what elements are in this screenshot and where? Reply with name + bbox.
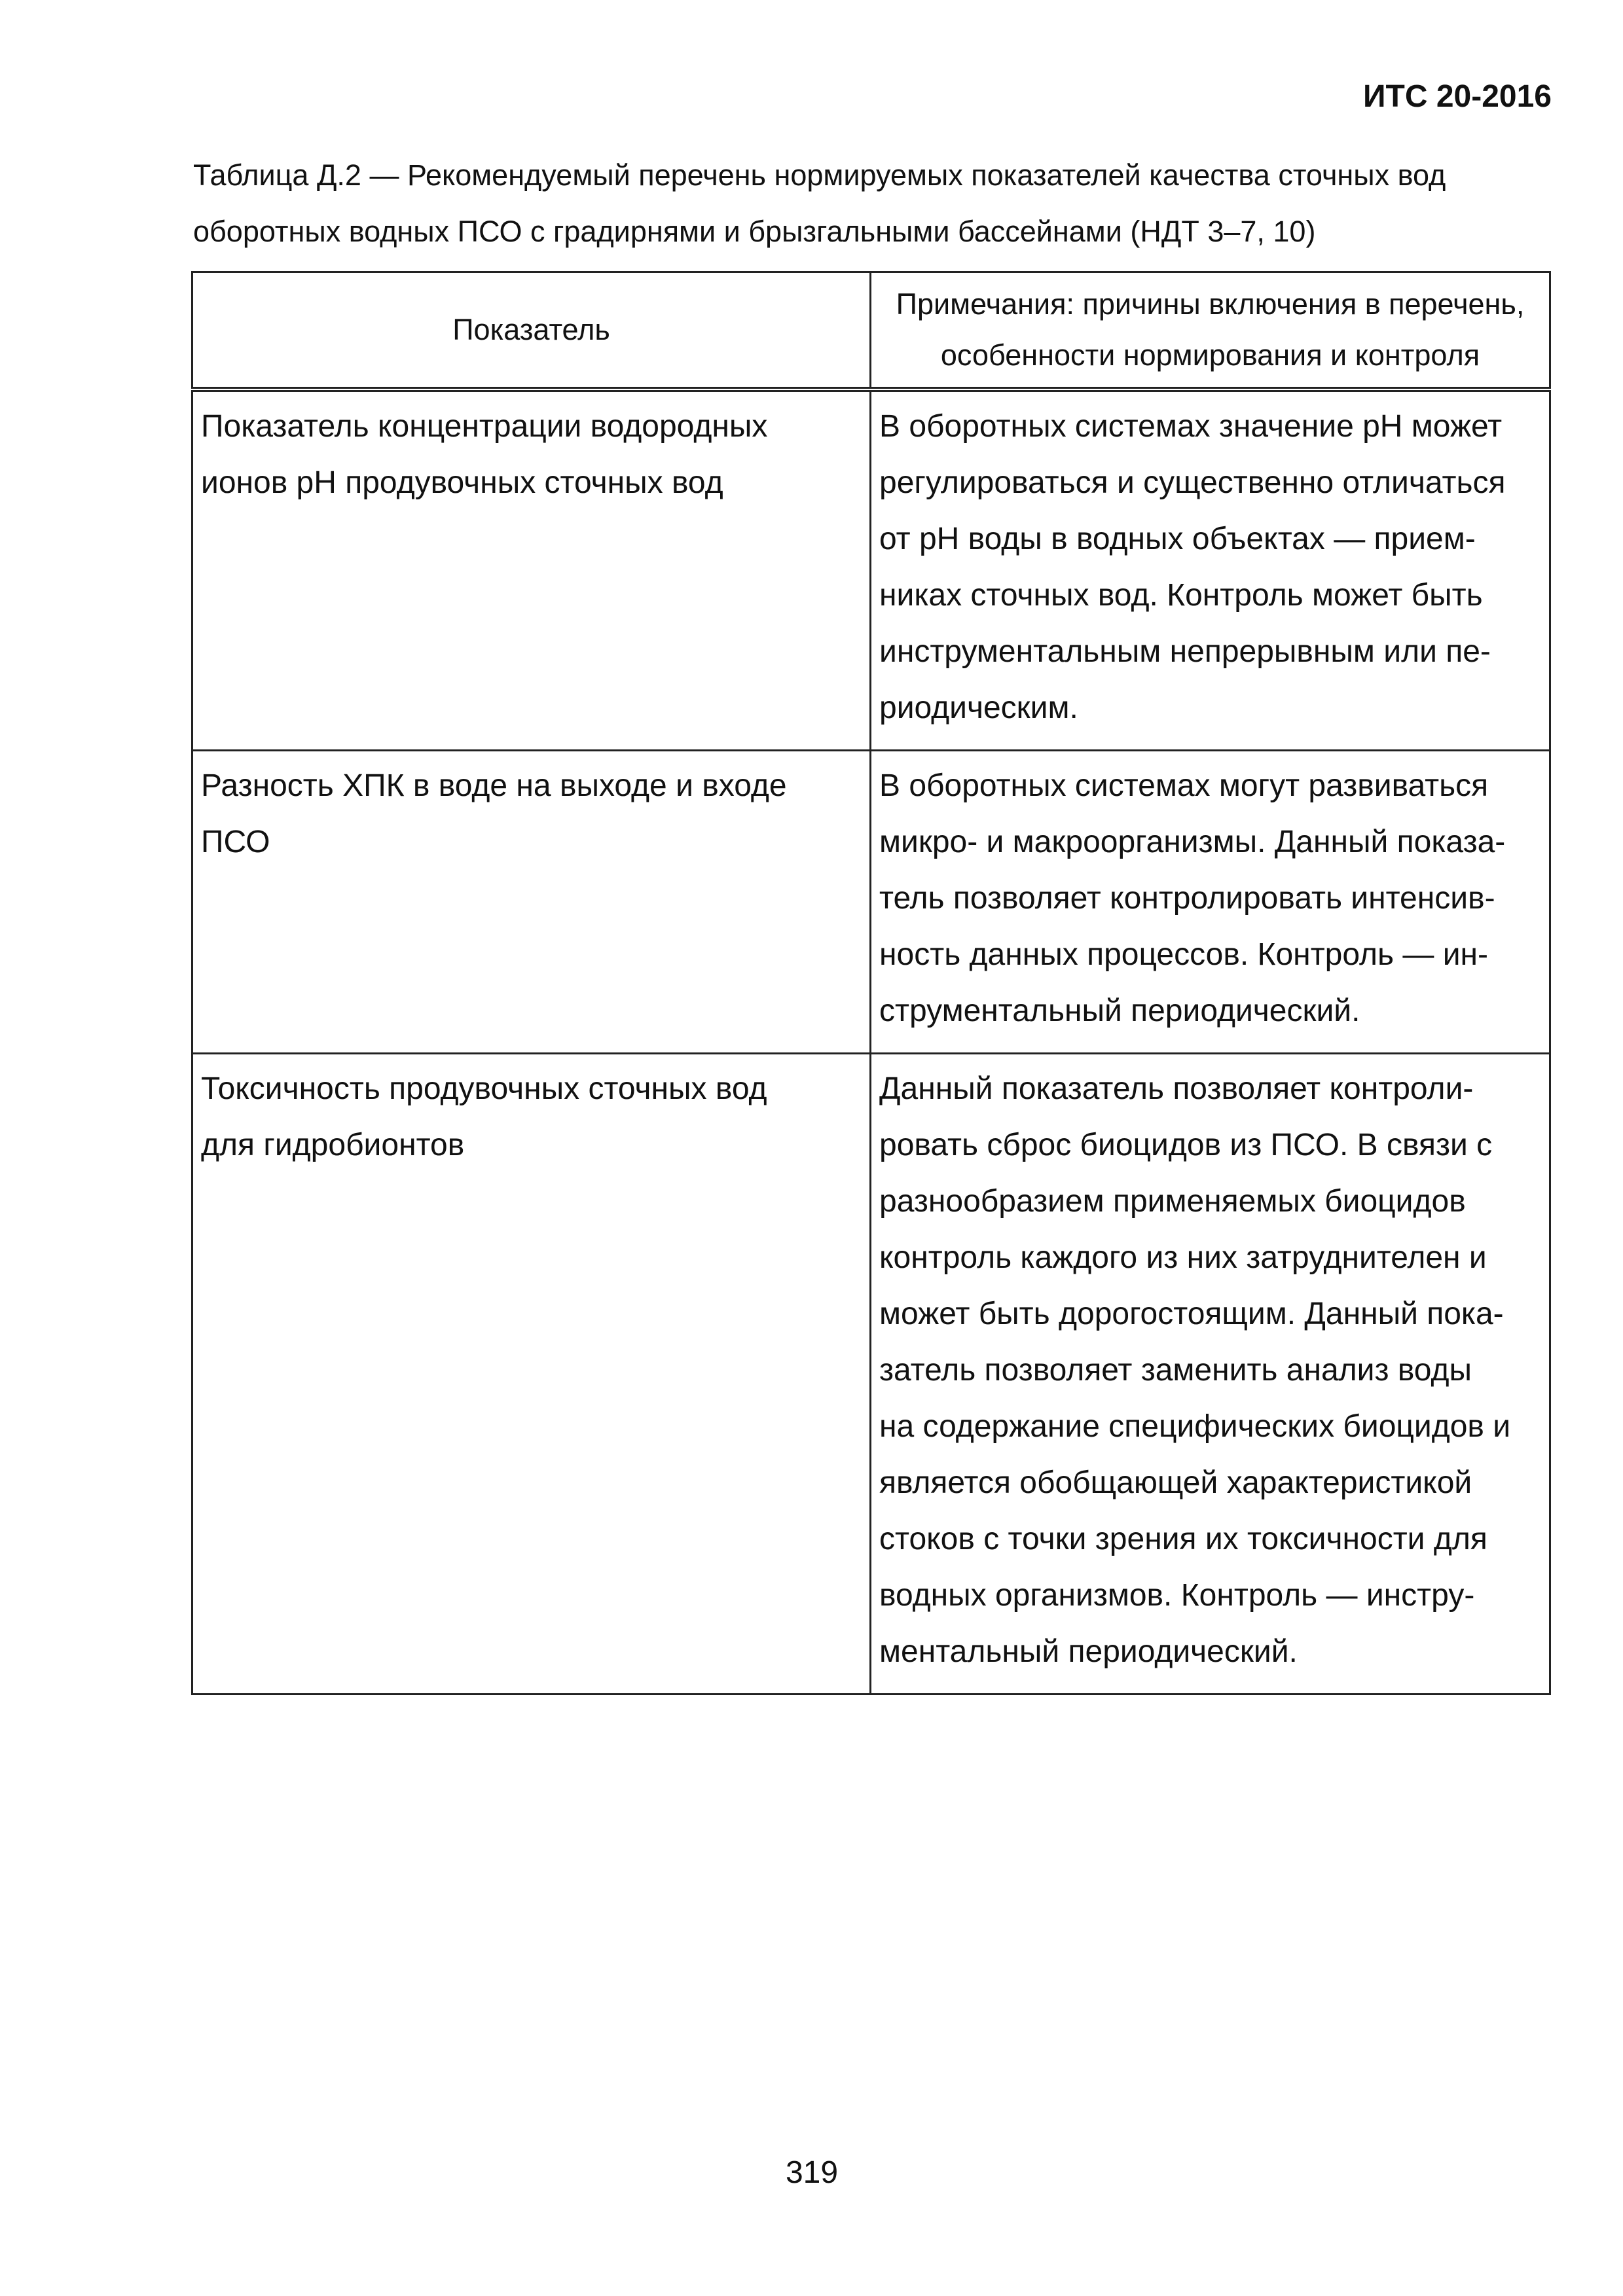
notes-text: риодическим. <box>879 691 1078 725</box>
indicator-text: Показатель концентрации водородных <box>201 409 768 444</box>
notes-text: микро- и макроорганизмы. Данный показа- <box>879 825 1506 859</box>
notes-cell <box>871 751 1550 1054</box>
header-notes-text: Примечания: причины включения в перечень, <box>896 287 1525 321</box>
notes-text: является обобщающей характеристикой <box>879 1465 1472 1500</box>
indicators-table <box>191 271 1551 1695</box>
notes-text: струментальный периодический. <box>879 994 1360 1028</box>
indicator-text: Разность ХПК в воде на выходе и входе <box>201 768 787 803</box>
page-number: 319 <box>785 2155 839 2190</box>
notes-text: разнообразием применяемых биоцидов <box>879 1184 1466 1219</box>
notes-text: регулироваться и существенно отличаться <box>879 465 1506 500</box>
table-header-row <box>192 272 1550 390</box>
header-indicator-text: Показатель <box>452 313 610 346</box>
notes-cell <box>871 389 1550 751</box>
notes-text: водных организмов. Контроль — инстру- <box>879 1578 1475 1613</box>
notes-text: на содержание специфических биоцидов и <box>879 1409 1511 1444</box>
indicator-text: для гидробионтов <box>201 1128 465 1162</box>
notes-text: В оборотных системах значение pH может <box>879 409 1503 444</box>
notes-text: В оборотных системах могут развиваться <box>879 768 1489 803</box>
indicator-cell <box>192 751 871 1054</box>
notes-text: ность данных процессов. Контроль — ин- <box>879 937 1488 972</box>
notes-text: инструментальным непрерывным или пе- <box>879 634 1491 669</box>
caption-line: Таблица Д.2 — Рекомендуемый перечень нормируемых показателей качества сточных вод <box>193 158 1446 192</box>
notes-text: ровать сброс биоцидов из ПСО. В связи с <box>879 1128 1493 1162</box>
notes-text: затель позволяет заменить анализ воды <box>879 1353 1472 1388</box>
notes-text: тель позволяет контролировать интенсив- <box>879 881 1495 916</box>
notes-text: от pH воды в водных объектах — прием- <box>879 522 1476 556</box>
header-notes-text: особенности нормирования и контроля <box>940 338 1480 372</box>
table-row <box>192 751 1550 1054</box>
indicator-cell <box>192 1054 871 1695</box>
notes-text: контроль каждого из них затруднителен и <box>879 1240 1487 1275</box>
notes-text: может быть дорогостоящим. Данный пока- <box>879 1297 1504 1331</box>
document-code: ИТС 20-2016 <box>1363 79 1552 114</box>
indicator-text: ПСО <box>201 825 270 859</box>
header-notes <box>871 272 1550 390</box>
table-row <box>192 1054 1550 1695</box>
table-row <box>192 389 1550 751</box>
indicator-cell <box>192 389 871 751</box>
indicator-text: Токсичность продувочных сточных вод <box>201 1071 767 1106</box>
indicator-text: ионов pH продувочных сточных вод <box>201 465 723 500</box>
notes-text: стоков с точки зрения их токсичности для <box>879 1522 1487 1556</box>
notes-cell <box>871 1054 1550 1695</box>
header-indicator <box>192 272 871 390</box>
notes-text: Данный показатель позволяет контроли- <box>879 1071 1474 1106</box>
caption-line: оборотных водных ПСО с градирнями и брызгальными бассейнами (НДТ 3–7, 10) <box>193 215 1316 248</box>
table-caption <box>193 147 1555 260</box>
notes-text: ментальный периодический. <box>879 1634 1298 1669</box>
notes-text: никах сточных вод. Контроль может быть <box>879 578 1483 613</box>
